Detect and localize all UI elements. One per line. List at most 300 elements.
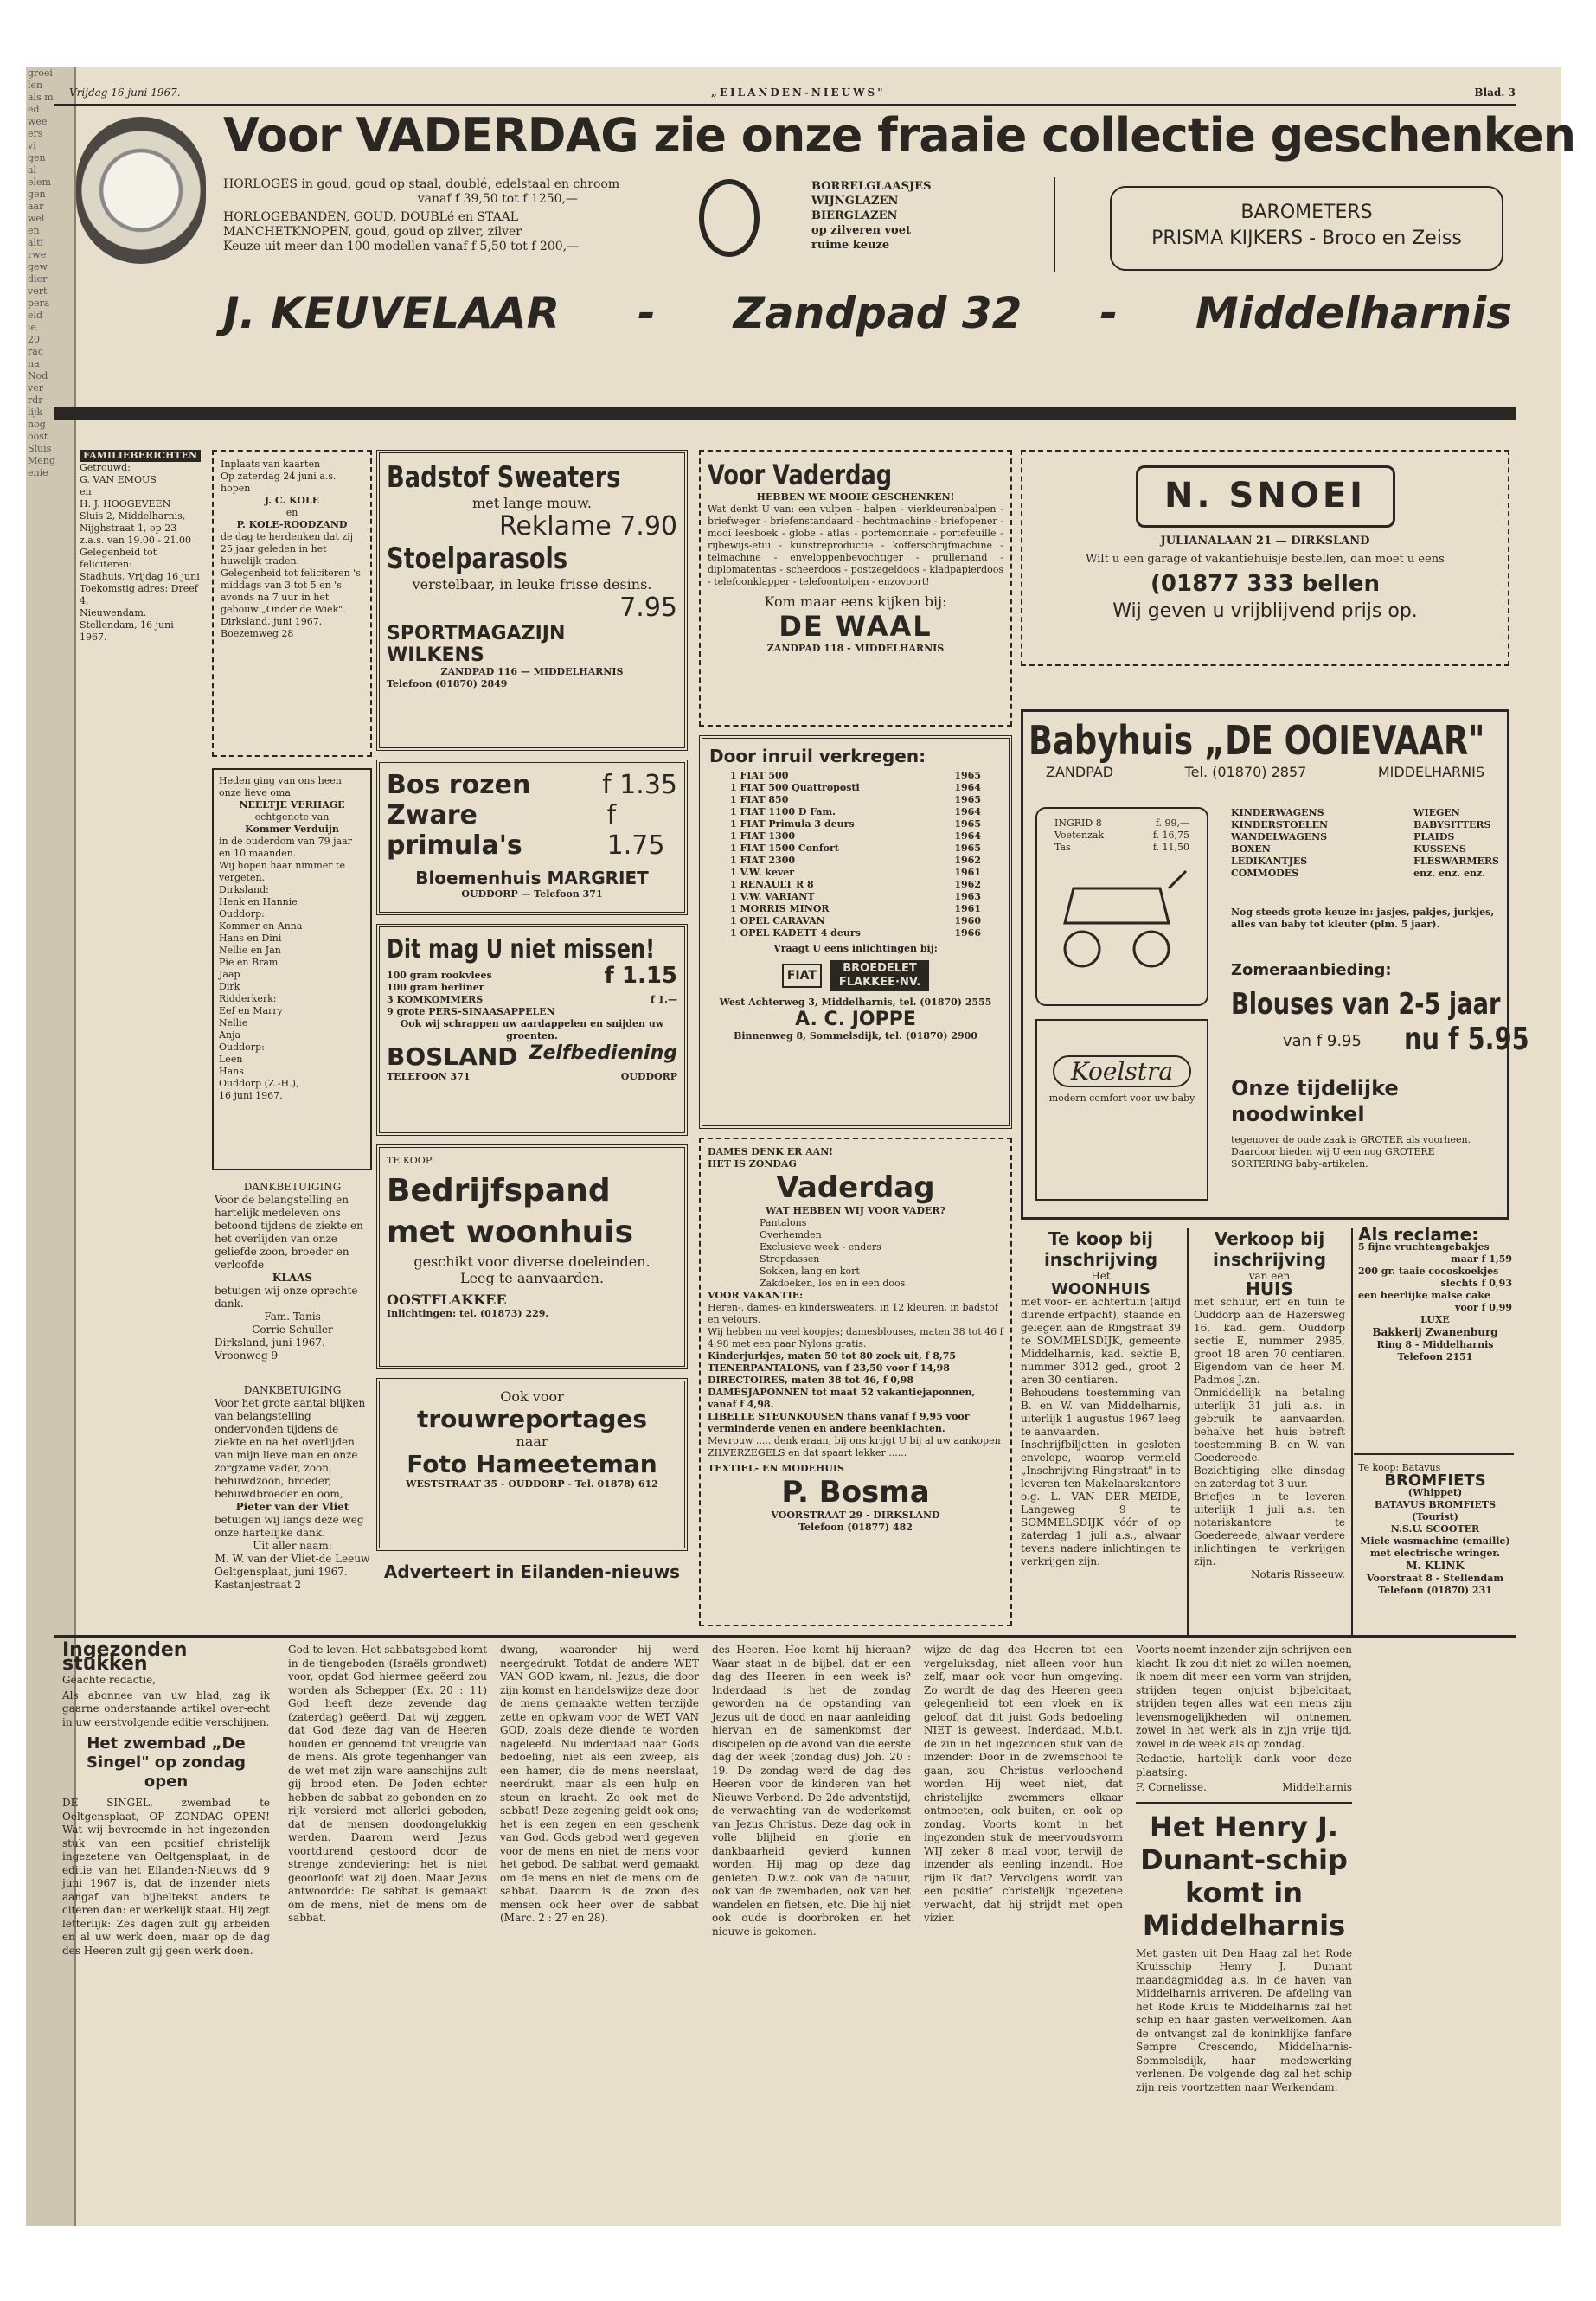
fiat-logo-icon: FIAT bbox=[782, 964, 822, 988]
gutter-fragment: vert bbox=[28, 285, 48, 297]
notice-line: de dag te herdenken dat zij 25 jaar geleden in het huwelijk traden. bbox=[221, 531, 354, 567]
notice-line: Gelegenheid tot feliciteren 's middags van 3 tot 5 en 's avonds na 7 uur in het gebouw „Onder de Wiek". bbox=[221, 567, 361, 615]
ad-kicker: van een bbox=[1248, 1270, 1291, 1282]
ad-body: Wilt u een garage of vakantiehuisje bestellen, dan moet u eens bbox=[1086, 553, 1445, 566]
offer-item: 5 fijne vruchtengebakjes bbox=[1358, 1241, 1490, 1253]
family-notices bbox=[80, 450, 201, 644]
article-text: dwang, waaronder hij werd neergedrukt. Totdat de andere WET VAN GOD kwam, nl. Jezus, die door zijn komst en handelswijze deze door de mens gemaakte wetten terzijde zette en opkwam voor de WET VAN GOD, zoals deze diende te worden nageleefd. Nu inderdaad naar Gods bedoeling, niet als een zweep, als een hamer, die de mens neerslaat, neerdrukt, maar als een hulp en steun en kracht. Zo ook met de sabbat! Deze zegening geldt ook ons; het is een zegen en een geschenk van God. Gods gebod werd gegeven voor de mens en niet de mens voor het gebod. De sabbat werd gemaakt om de mens en niet de mens om de sabbat. Daarom is de zoon des mensen ook heer over de sabbat (Marc. 2 : 27 en 28). bbox=[500, 1644, 699, 1924]
offer-price: voor f 0,99 bbox=[1454, 1302, 1512, 1313]
shop-name: Bloemenhuis MARGRIET bbox=[415, 868, 649, 888]
shop-name: BOSLAND bbox=[387, 1042, 518, 1071]
notice-line: NEELTJE VERHAGE bbox=[239, 799, 345, 811]
ad-title: Babyhuis „DE OOIEVAAR" bbox=[1029, 717, 1485, 764]
car-year: 1966 bbox=[954, 927, 981, 939]
gutter-fragment: elem bbox=[28, 176, 51, 188]
shop-tagline: Zelfbediening bbox=[529, 1042, 677, 1064]
offer-price: f 1.— bbox=[650, 994, 677, 1005]
offer-label: Bos rozen bbox=[387, 770, 531, 800]
banner-glasses-list bbox=[811, 179, 984, 253]
notice-line: Nijghstraat 1, op 23 bbox=[80, 522, 177, 534]
article-sign: F. Cornelisse. bbox=[1136, 1781, 1207, 1793]
car-row bbox=[730, 843, 981, 855]
store-street: Zandpad 32 bbox=[733, 288, 1022, 338]
article-column-5 bbox=[924, 1644, 1123, 1927]
list-item: FLESWARMERS bbox=[1413, 856, 1499, 867]
koelstra-tagline: modern comfort voor uw baby bbox=[1048, 1093, 1195, 1104]
notice-text: Voor de belangstelling en hartelijk medeleven ons betoond tijdens de ziekte en het overlijden van onze geliefde zoon, broeder en verloofde bbox=[215, 1194, 363, 1271]
notice-sign: Kastanjestraat 2 bbox=[215, 1579, 302, 1591]
article-text: Voorts noemt inzender zijn schrijven een klacht. Ik zou dit niet zo willen noemen, ik noem dit meer een vorm van strijden, strijden tegen onjuist bijbelcitaat, strijden tegen alles wat een mens zijn levensmogelijkheden wil ontnemen, zowel in het werk als in zijn vrije tijd, zowel in de week als op zondag. bbox=[1136, 1644, 1352, 1750]
klink-bromfiets-ad bbox=[1358, 1462, 1512, 1597]
list-item: PLAIDS bbox=[1413, 831, 1455, 843]
article-text: Geachte redactie, bbox=[62, 1674, 156, 1686]
article-column-3 bbox=[500, 1644, 699, 1927]
notice-line: 16 juni 1967. bbox=[219, 1090, 283, 1101]
notice-line: in de ouderdom van 79 jaar en 10 maanden. bbox=[219, 836, 352, 859]
car-row bbox=[730, 818, 981, 830]
ad-line: Wij hebben nu veel koopjes; damesblouses, maten 38 tot 46 f 4,98 met een paar Nylons gratis. bbox=[708, 1326, 1003, 1349]
gutter-fragment: gen bbox=[28, 189, 46, 200]
car-year: 1964 bbox=[954, 830, 981, 842]
notice-line: Wij hopen haar nimmer te vergeten. bbox=[219, 860, 345, 883]
shop-phone: Tel. (01870) 2857 bbox=[1184, 764, 1307, 780]
notice-title: noodwinkel bbox=[1231, 1102, 1365, 1126]
dealer-name: A. C. JOPPE bbox=[795, 1009, 916, 1030]
ad-kicker: Vraagt U eens inlichtingen bij: bbox=[773, 943, 938, 954]
ad-line: BATAVUS BROMFIETS (Tourist) bbox=[1374, 1499, 1497, 1522]
product-name: INGRID 8 bbox=[1054, 817, 1102, 829]
notice-head: DANKBETUIGING bbox=[243, 1384, 342, 1396]
gutter-fragment: eld bbox=[28, 310, 43, 321]
car-model: 1 FIAT 850 bbox=[730, 794, 789, 805]
gutter-fragment: als m bbox=[28, 92, 54, 103]
banner-line: BIERGLAZEN bbox=[811, 209, 898, 222]
ad-title: met woonhuis bbox=[387, 1215, 634, 1250]
price-row bbox=[1054, 817, 1189, 830]
ad-title: trouwreportages bbox=[416, 1405, 648, 1433]
car-model: 1 FIAT 1100 D Fam. bbox=[730, 806, 836, 817]
ad-body: met voor- en achtertuin (altijd durende erfpacht), staande en gelegen aan de Ringstraat 39 te SOMMELSDIJK, gemeente Middelharnis, kad. sektie B, nummer 3012 ged., groot 2 aren 30 centiaren. bbox=[1021, 1296, 1181, 1386]
kole-anniversary-notice bbox=[212, 450, 372, 757]
masthead: „EILANDEN-NIEUWS" bbox=[711, 87, 886, 99]
ad-line: TIENERPANTALONS, van f 23,50 voor f 14,98 bbox=[708, 1362, 950, 1374]
list-item: KINDERWAGENS bbox=[1231, 807, 1324, 818]
gutter-fragment: al bbox=[28, 164, 37, 176]
car-model: 1 V.W. kever bbox=[730, 867, 795, 878]
list-item: LEDIKANTJES bbox=[1231, 856, 1308, 867]
gutter-fragment: enie bbox=[28, 467, 48, 478]
article-column-4 bbox=[712, 1644, 911, 1940]
ad-contact: Inlichtingen: tel. (01873) 229. bbox=[387, 1308, 549, 1319]
notice-line: P. KOLE-ROODZAND bbox=[236, 519, 348, 530]
notice-line: echtgenote van bbox=[254, 811, 330, 823]
car-list bbox=[709, 766, 1002, 943]
notice-line: Henk en Hannie bbox=[219, 896, 298, 907]
page-number: Blad. 3 bbox=[1474, 87, 1516, 99]
list-item: KINDERSTOELEN bbox=[1231, 819, 1329, 830]
notice-line: Stadhuis, Vrijdag 16 juni bbox=[80, 571, 200, 582]
wilkens-sportmagazijn-ad bbox=[376, 450, 688, 751]
ad-line: Heren-, dames- en kindersweaters, in 12 kleuren, in badstof en velours. bbox=[708, 1302, 998, 1325]
list-item: Stropdassen bbox=[760, 1253, 820, 1265]
ad-price: 7.95 bbox=[619, 593, 677, 623]
car-year: 1965 bbox=[954, 818, 981, 830]
store-town: Middelharnis bbox=[1195, 288, 1512, 338]
dankbetuiging-van-der-vliet bbox=[215, 1384, 370, 1592]
notice-sign: Oeltgensplaat, juni 1967. bbox=[215, 1566, 348, 1578]
list-item: COMMODES bbox=[1231, 868, 1299, 879]
banner-line: BORRELGLAASJES bbox=[811, 180, 932, 193]
notice-line: en bbox=[285, 507, 298, 518]
car-year: 1962 bbox=[954, 879, 981, 890]
offer-title: Blouses van 2-5 jaar bbox=[1231, 987, 1501, 1022]
separator: - bbox=[1099, 288, 1118, 338]
list-item: BABYSITTERS bbox=[1413, 819, 1491, 830]
ad-line: DIRECTOIRES, maten 38 tot 46, f 0,98 bbox=[708, 1375, 914, 1386]
shop-address: ZANDPAD bbox=[1046, 764, 1114, 780]
article-text: wijze de dag des Heeren tot een vergeluksdag, niet alleen voor hun zelf, maar ook voor hun omgeving. Zo wordt de dag des Heeren geen gelegenheid tot een vloek en ik geloof, dat dit juist Gods bedoeling NIET is geweest. Inderdaad, M.b.t. de zin in het ingezonden stuk van de inzender: Door in de zwemschool te gaan, zou Christus verloochend worden. Hij weet niet, dat christelijke zwemmers elkaar ontmoeten, ook buiten, en ook op zondag. Voorts komt in het ingezonden stuk de meervoudsvorm WIJ zeker 8 maal voor, terwijl de inzender als eenling inzendt. Hoe rijm ik dat? Vervolgens wordt van een positief christelijk ingezetene verwacht, dat hij strijdt met open vizier. bbox=[924, 1644, 1123, 1924]
dealer-address: West Achterweg 3, Middelharnis, tel. (01870) 2555 bbox=[719, 997, 992, 1008]
bosma-textiel-ad bbox=[699, 1138, 1012, 1626]
car-year: 1964 bbox=[954, 806, 981, 817]
gutter-fragment: ie bbox=[28, 322, 37, 333]
snoei-logo: N. SNOEI bbox=[1136, 465, 1395, 528]
car-year: 1965 bbox=[954, 843, 981, 854]
notice-name: Pieter van der Vliet bbox=[235, 1501, 349, 1513]
notice-line: Heden ging van ons heen onze lieve oma bbox=[219, 775, 342, 798]
car-row bbox=[730, 770, 981, 782]
car-year: 1963 bbox=[954, 891, 981, 902]
notice-line: Ouddorp: bbox=[219, 1042, 265, 1053]
notice-line: Gelegenheid tot feliciteren: bbox=[80, 547, 157, 570]
article-text: DE SINGEL, zwembad te Oeltgensplaat, OP ZONDAG OPEN! Wat wij bevreemde in het ingezonden stuk van een positief christelijk ingezetene van Oeltgensplaat, in de editie van het Eilanden-Nieuws dd 9 juni 1967 is, dat de inzender niets aangaf van bijbeltekst anders te citeren dan: er werkelijk staat. Hij zegt letterlijk: Zes dagen zult gij arbeiden en al uw werk doen, maar op de dag des Heeren zult gij geen werk doen. bbox=[62, 1797, 270, 1957]
banner-line: op zilveren voet bbox=[811, 224, 911, 237]
car-row bbox=[730, 867, 981, 879]
offer-item: 9 grote PERS-SINAASAPPELEN bbox=[387, 1006, 555, 1017]
article-text: Als abonnee van uw blad, zag ik gaarne onderstaande artikel over-echt in uw eerstvolgende editie verschijnen. bbox=[62, 1689, 270, 1728]
price-list bbox=[1037, 809, 1207, 862]
notice-line: G. VAN EMOUS bbox=[80, 474, 157, 485]
ad-kicker: Ook voor bbox=[500, 1388, 564, 1405]
car-model: 1 OPEL KADETT 4 deurs bbox=[730, 927, 861, 939]
koelstra-logo: Koelstra bbox=[1053, 1055, 1191, 1087]
car-year: 1961 bbox=[954, 867, 981, 878]
article-text: des Heeren. Hoe komt hij hieraan? Waar staat in de bijbel, dat er een dag des Heeren in een week is? Inderdaad is het de zondag geworden na de opstanding van Jezus uit de dood en naar aanleiding hiervan en de samenkomst der discipelen op de avond van die eerste dag der week (zondag dus) Joh. 20 : 19. De zondag werd de dag des Heeren voor de kinderen van het Nieuwe Verbond. De 2de adventstijd, de verwachting van de wederkomst van Jezus Christus. Deze dag ook in volle blijheid en glorie en dankbaarheid gevierd kunnen worden. Hij mag op deze dag genieten. D.w.z. ook van de natuur, ook van de zwembaden, ook van het wandelen en fietsen, etc. Die hij niet ook oude is doorbroken en het nieuwe is gekomen. bbox=[712, 1644, 911, 1938]
offer-item: een heerlijke malse cake bbox=[1358, 1290, 1490, 1301]
notice-line: Dirk bbox=[219, 981, 240, 992]
car-model: 1 MORRIS MINOR bbox=[730, 903, 830, 914]
ad-title: Als reclame: bbox=[1358, 1224, 1479, 1245]
huis-inschrijving bbox=[1194, 1228, 1345, 1581]
shop-town: MIDDELHARNIS bbox=[1377, 764, 1484, 780]
ad-title: Dit mag U niet missen! bbox=[387, 934, 656, 965]
section-head: FAMILIEBERICHTEN bbox=[80, 450, 201, 462]
banner-watches-list bbox=[223, 177, 656, 254]
gutter-fragment: wee bbox=[28, 116, 48, 127]
notice-text: betuigen wij onze oprechte dank. bbox=[215, 1285, 358, 1310]
ad-title: Voor Vaderdag bbox=[708, 458, 893, 491]
wristwatch-image bbox=[76, 117, 206, 264]
gutter-fragment: rac bbox=[28, 346, 43, 357]
notice-line: Kommer en Anna bbox=[219, 920, 303, 932]
notice-line: Dirksland: bbox=[219, 884, 269, 895]
product-price: f. 99,— bbox=[1155, 817, 1189, 829]
ad-title: Badstof Sweaters bbox=[387, 460, 621, 495]
ad-sub: Leeg te aanvaarden. bbox=[459, 1270, 605, 1286]
ad-body: Onmiddellijk na betaling uiterlijk 31 juli a.s. in gebruik te aanvaarden, behalve het huis betreft toestemming B. en W. van Goedereede. bbox=[1194, 1387, 1345, 1464]
store-name: J. KEUVELAAR bbox=[223, 288, 561, 338]
ad-kicker: Zomeraanbieding: bbox=[1231, 961, 1392, 979]
gutter-fragment: ers bbox=[28, 128, 43, 139]
offer-price: f 1.75 bbox=[606, 800, 665, 861]
foto-hameeteman-ad bbox=[376, 1378, 688, 1551]
banner-title: Voor VADERDAG zie onze fraaie collectie geschenken bbox=[223, 108, 1576, 163]
car-row bbox=[730, 794, 981, 806]
ad-kicker: Kom maar eens kijken bij: bbox=[764, 593, 947, 610]
notice-line: Eef en Marry bbox=[219, 1005, 283, 1016]
notice-text: tegenover de oude zaak is GROTER als voorheen. Daardoor bieden wij U een nog GROTERE SORTERING baby-artikelen. bbox=[1231, 1134, 1471, 1170]
product-name: Voetenzak bbox=[1054, 830, 1105, 841]
car-year: 1960 bbox=[954, 915, 981, 926]
car-model: 1 FIAT 1300 bbox=[730, 830, 796, 842]
gutter-fragment: len bbox=[28, 80, 43, 91]
banner-line: vanaf f 39,50 tot f 1250,— bbox=[417, 192, 578, 206]
car-row bbox=[730, 915, 981, 927]
ad-line: Kinderjurkjes, maten 50 tot 80 zoek uit, f 8,75 bbox=[708, 1350, 957, 1362]
offer-price: maar f 1,59 bbox=[1451, 1253, 1512, 1265]
shop-name: Foto Hameeteman bbox=[407, 1450, 657, 1478]
product-list-left bbox=[1231, 807, 1328, 880]
dealer-address: Binnenweg 8, Sommelsdijk, tel. (01870) 2900 bbox=[734, 1030, 977, 1042]
ring-image bbox=[699, 179, 760, 257]
list-item: Sokken, lang en kort bbox=[760, 1266, 860, 1277]
ad-line: Miele wasmachine (emaille) met electrische wringer. bbox=[1360, 1535, 1510, 1559]
gutter-fragment: vi bbox=[28, 140, 36, 151]
offer-price: f 1.15 bbox=[604, 963, 677, 989]
shop-address: Ring 8 - Middelharnis bbox=[1376, 1339, 1494, 1350]
notice-sign: M. W. van der Vliet-de Leeuw bbox=[215, 1553, 370, 1565]
ad-title: BROMFIETS bbox=[1384, 1471, 1486, 1490]
notice-line: Nellie en Jan bbox=[219, 945, 281, 956]
notice-line: Ouddorp: bbox=[219, 908, 265, 920]
ad-sub: geschikt voor diverse doeleinden. bbox=[413, 1253, 651, 1270]
ad-sub: verstelbaar, in leuke frisse desins. bbox=[412, 576, 652, 593]
ad-title: Te koop bij inschrijving bbox=[1043, 1228, 1158, 1270]
article-text: God te leven. Het sabbatsgebed komt in de tiengeboden (Israëls grondwet) voor, opdat God hiermee geëerd zou worden als Schepper (Ex. 20 : 11) God heeft deze zevende dag (zaterdag) geëerd. Dat wij zeggen, dat God deze dag van de Heeren houden en genoemd tot vreugde van de mens. Als grote tegenhanger van de wet met zijn ware aanschijns zult gij brood eten. De Joden echter hebben de sabbat zo gebonden en zo rijk versierd met allerlei geboden, dat de mensen doodongelukkig werden. Daarom werd Jezus voortdurend gestoord door de strenge zondeviering: het is niet geoorloofd wat zij doen. Maar Jezus antwoordde: De sabbat is gemaakt om de mens, niet de mens om de sabbat. bbox=[288, 1644, 487, 1924]
gutter-fragment: oost bbox=[28, 431, 48, 442]
gutter-fragment: dier bbox=[28, 273, 48, 285]
ad-kicker: LUXE bbox=[1420, 1314, 1450, 1325]
ad-line: (Whippet) bbox=[1407, 1487, 1463, 1498]
ad-title: Vaderdag bbox=[776, 1170, 935, 1205]
gutter-fragment: en bbox=[28, 225, 40, 236]
woonhuis-inschrijving bbox=[1021, 1228, 1181, 1568]
ad-line: N.S.U. SCOOTER bbox=[1390, 1523, 1480, 1535]
car-year: 1965 bbox=[954, 794, 981, 805]
ad-note: Ook wij schrappen uw aardappelen en snijden uw groenten. bbox=[400, 1018, 664, 1042]
gutter-fragment: ed bbox=[28, 104, 40, 115]
offer-price: slechts f 0,93 bbox=[1440, 1278, 1512, 1289]
notice-line: Stellendam, 16 juni 1967. bbox=[80, 619, 174, 643]
car-model: 1 FIAT 500 bbox=[730, 770, 789, 781]
gutter-fragment: nog bbox=[28, 419, 46, 430]
ad-kicker: TE KOOP: bbox=[387, 1155, 435, 1166]
notice-name: KLAAS bbox=[272, 1272, 313, 1284]
shop-address: ZANDPAD 118 - MIDDELHARNIS bbox=[766, 643, 945, 654]
shop-name: WILKENS bbox=[387, 644, 484, 666]
shop-phone: Telefoon (01870) 2849 bbox=[387, 678, 508, 689]
car-year: 1964 bbox=[954, 782, 981, 793]
offer-item: 100 gram rookvlees bbox=[387, 970, 492, 981]
ad-kicker: naar bbox=[516, 1433, 548, 1450]
shop-address: JULIANALAAN 21 — DIRKSLAND bbox=[1160, 535, 1370, 548]
gutter-fragment: groei bbox=[28, 67, 53, 79]
fiat-joppe-ad bbox=[699, 735, 1012, 1129]
baro-line: PRISMA KIJKERS - Broco en Zeiss bbox=[1151, 228, 1462, 249]
keuvelaar-address-line bbox=[223, 288, 1512, 338]
notice-line: Dirksland, juni 1967. bbox=[221, 616, 323, 627]
car-model: 1 OPEL CARAVAN bbox=[730, 915, 825, 926]
gutter-fragment: 20 bbox=[28, 334, 40, 345]
separator: - bbox=[638, 288, 656, 338]
list-item: Zakdoeken, los en in een doos bbox=[760, 1278, 906, 1289]
list-item: WIEGEN bbox=[1413, 807, 1460, 818]
shop-phone: Telefoon (01877) 482 bbox=[798, 1522, 913, 1533]
pram-icon bbox=[1048, 862, 1195, 975]
ingezonden-stukken-article bbox=[62, 1639, 270, 1959]
shop-phone: (01877 333 bellen bbox=[1151, 571, 1380, 597]
banner-line: MANCHETKNOPEN, goud, goud op zilver, zilver bbox=[223, 225, 522, 239]
ooievaar-ad bbox=[1021, 709, 1529, 1220]
notice-sign: Vroonweg 9 bbox=[215, 1349, 279, 1362]
ad-line: DAMESJAPONNEN tot maat 52 vakantiejaponnen, vanaf f 4,98. bbox=[708, 1387, 976, 1410]
ad-location: OOSTFLAKKEE bbox=[387, 1292, 507, 1308]
article-place: Middelharnis bbox=[1282, 1781, 1352, 1793]
old-price: van f 9.95 bbox=[1283, 1032, 1362, 1050]
ad-body: Briefjes in te leveren uiterlijk 1 juli a.s. ten notariskantore te Goedereede, alwaar verdere inlichtingen te verkrijgen zijn. bbox=[1194, 1490, 1345, 1567]
article-column-2 bbox=[288, 1644, 487, 1927]
notice-line: Hans bbox=[219, 1066, 244, 1077]
shop-name: P. Bosma bbox=[781, 1475, 930, 1509]
ad-kicker: VOOR VAKANTIE: bbox=[708, 1290, 804, 1301]
item-list bbox=[708, 1217, 1003, 1290]
article-text: Met gasten uit Den Haag zal het Rode Kruisschip Henry J. Dunant maandagmiddag a.s. in de haven van Middelharnis arriveren. De afdeling van het Rode Kruis te Middelharnis zal het schip en haar gasten verwelkomen. Aan de ontvangst zal de koninklijke fanfare Sempre Crescendo, Middelharnis-Sommelsdijk, haar medewerking verlenen. De volgende dag zal het schip zijn reis voortzetten naar Werkendam. bbox=[1136, 1946, 1352, 2093]
offer-item: 3 KOMKOMMERS bbox=[387, 994, 484, 1005]
gutter-fragment: lijk bbox=[28, 407, 43, 418]
ad-price: Reklame 7.90 bbox=[498, 511, 677, 542]
list-item: Pantalons bbox=[760, 1217, 807, 1228]
zwanenburg-ad bbox=[1358, 1224, 1512, 1363]
car-row bbox=[730, 855, 981, 867]
notice-sign: Corrie Schuller bbox=[252, 1324, 333, 1336]
banner-bottom-rule bbox=[54, 407, 1516, 420]
notice-line: Sluis 2, Middelharnis, bbox=[80, 510, 186, 522]
notice-line: Toekomstig adres: Dreef 4, bbox=[80, 583, 198, 606]
notice-line: Ouddorp (Z.-H.), bbox=[219, 1078, 299, 1089]
notice-line: Leen bbox=[219, 1054, 243, 1065]
notice-line: Jaap bbox=[219, 969, 240, 980]
notice-line: Nieuwendam. bbox=[80, 607, 147, 619]
shop-name: SPORTMAGAZIJN bbox=[387, 623, 566, 644]
de-waal-ad bbox=[699, 450, 1012, 727]
issue-date: Vrijdag 16 juni 1967. bbox=[69, 87, 181, 99]
ad-tagline: Wij geven u vrijblijvend prijs op. bbox=[1112, 600, 1418, 622]
offer-item: 100 gram berliner bbox=[387, 982, 484, 993]
shop-address: OUDDORP — Telefoon 371 bbox=[461, 888, 603, 900]
ad-kicker: TEXTIEL- EN MODEHUIS bbox=[708, 1463, 844, 1474]
shop-name: Bakkerij Zwanenburg bbox=[1372, 1326, 1498, 1338]
ad-title: Stoelparasols bbox=[387, 542, 568, 576]
banner-line: HORLOGES in goud, goud op staal, doublé, edelstaal en chroom bbox=[223, 177, 620, 191]
notice-line: z.a.s. van 19.00 - 21.00 bbox=[80, 535, 192, 546]
car-model: 1 FIAT Primula 3 deurs bbox=[730, 818, 855, 830]
notice-head: DANKBETUIGING bbox=[243, 1181, 342, 1193]
car-year: 1962 bbox=[954, 855, 981, 866]
offer-price: f 1.35 bbox=[602, 770, 677, 800]
ad-kicker: Het bbox=[1091, 1270, 1111, 1282]
article-text: Redactie, hartelijk dank voor deze plaatsing. bbox=[1136, 1753, 1352, 1779]
shop-address: OUDDORP bbox=[620, 1071, 677, 1082]
list-item: KUSSENS bbox=[1413, 843, 1466, 855]
ad-sub: WOONHUIS bbox=[1051, 1280, 1151, 1298]
dunant-article bbox=[1136, 1644, 1352, 2096]
car-row bbox=[730, 830, 981, 843]
notice-sign: Uit aller naam: bbox=[253, 1540, 332, 1552]
header-rule bbox=[54, 104, 1516, 106]
notice-line: Op zaterdag 24 juni a.s. hopen bbox=[221, 471, 337, 494]
car-row bbox=[730, 927, 981, 939]
car-model: 1 FIAT 2300 bbox=[730, 855, 796, 866]
shop-phone: TELEFOON 371 bbox=[387, 1071, 471, 1082]
notice-line: en bbox=[80, 486, 92, 497]
car-year: 1965 bbox=[954, 770, 981, 781]
car-row bbox=[730, 891, 981, 903]
article-heading: Het zwembad „De Singel" op zondag open bbox=[87, 1734, 246, 1791]
gutter-fragment: Meng bbox=[28, 455, 55, 466]
notice-sign: Dirksland, juni 1967. bbox=[215, 1336, 325, 1349]
gutter-fragment: alti bbox=[28, 237, 44, 248]
ad-kicker: DAMES DENK ER AAN! bbox=[708, 1146, 834, 1157]
verhage-death-notice bbox=[212, 768, 372, 1170]
ad-kicker: Te koop: Batavus bbox=[1358, 1462, 1441, 1473]
car-model: 1 FIAT 500 Quattroposti bbox=[730, 782, 860, 793]
gutter-fragment: Nod bbox=[28, 370, 48, 381]
banner-line: Keuze uit meer dan 100 modellen vanaf f 5,50 tot f 200,— bbox=[223, 240, 580, 253]
shop-phone: Telefoon 2151 bbox=[1397, 1351, 1473, 1362]
shop-name: DE WAAL bbox=[779, 610, 933, 643]
section-heading: Ingezonden stukken bbox=[62, 1639, 188, 1675]
bosland-ad bbox=[376, 924, 688, 1136]
keuvelaar-banner-ad bbox=[76, 108, 1576, 398]
new-price: nu f 5.95 bbox=[1404, 1022, 1529, 1057]
running-header bbox=[54, 87, 1516, 102]
gutter-fragment: gen bbox=[28, 152, 46, 163]
dankbetuiging-tanis bbox=[215, 1181, 370, 1362]
product-list-right bbox=[1413, 807, 1499, 880]
notice-line: Pie en Bram bbox=[219, 957, 279, 968]
notice-line: Kommer Verduijn bbox=[245, 824, 339, 835]
gutter-fragment: aar bbox=[28, 201, 44, 212]
ad-title: Door inruil verkregen: bbox=[709, 746, 926, 766]
offer-item: 200 gr. taaie cocoskoekjes bbox=[1358, 1266, 1499, 1277]
gutter-fragment: pera bbox=[28, 298, 50, 309]
list-item: WANDELWAGENS bbox=[1231, 831, 1328, 843]
notice-line: H. J. HOOGEVEEN bbox=[80, 498, 171, 510]
pram-box bbox=[1035, 807, 1208, 1006]
ad-body: Wat denkt U van: een vulpen - balpen - vierkleurenbalpen - briefweger - briefenstandaard - hechtmachine - briefopener - mooi leesboek - globe - atlas - portemonnaie - portefeuille - rijbewijs-etui - kunstreproductie - kofferschrijfmachine - telmachine - enveloppenbevochtiger - prullemand - diplomatentas - scheerdoos - postzegeldoos - kladpapierdoos - telefoonklapper - telefoontolpen - enzovoort! bbox=[708, 503, 1003, 587]
ad-sub: met lange mouw. bbox=[472, 495, 592, 511]
koelstra-box bbox=[1035, 1019, 1208, 1201]
